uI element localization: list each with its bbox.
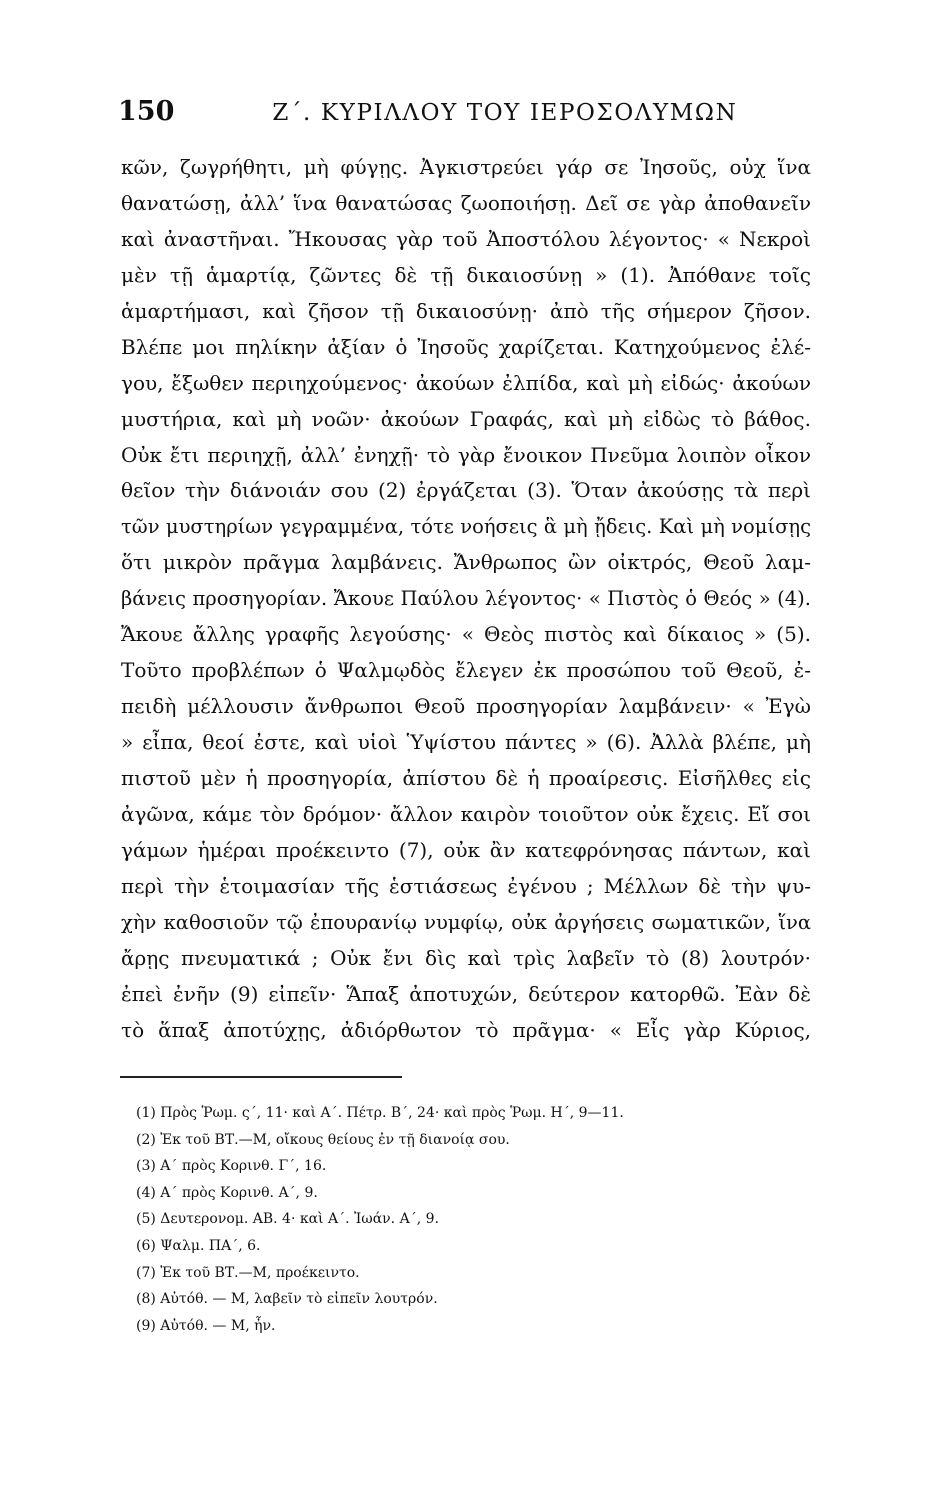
body-line: μὲν τῇ ἁμαρτίᾳ, ζῶντες δὲ τῇ δικαιοσύνῃ » (1). Ἀπόθανε τοῖς (121, 262, 811, 287)
body-line: κῶν, ζωγρήθητι, μὴ φύγῃς. Ἀγκιστρεύει γάρ σε Ἰησοῦς, οὐχ ἵνα (121, 155, 811, 179)
footnote: (3) Α΄ πρὸς Κορινθ. Γ΄, 16. (136, 1158, 327, 1175)
footnote-divider (120, 1076, 402, 1078)
page-number: 150 (118, 96, 175, 127)
footnote: (9) Αὐτόθ. — Μ, ἦν. (136, 1317, 276, 1334)
body-line: Τοῦτο προβλέπων ὁ Ψαλμῳδὸς ἔλεγεν ἐκ προσώπου τοῦ Θεοῦ, ἐ- (121, 658, 811, 683)
body-line: τῶν μυστηρίων γεγραμμένα, τότε νοήσεις ἃ μὴ ᾔδεις. Καὶ μὴ νομίσῃς (121, 515, 811, 539)
body-line: γου, ἔξωθεν περιηχούμενος· ἀκούων ἐλπίδα, καὶ μὴ εἰδώς· ἀκούων (121, 370, 811, 395)
body-line: μυστήρια, καὶ μὴ νοῶν· ἀκούων Γραφάς, καὶ μὴ εἰδὼς τὸ βάθος. (121, 406, 811, 431)
body-text (121, 150, 811, 1048)
body-line: καὶ ἀναστῆναι. Ἤκουσας γὰρ τοῦ Ἀποστόλου λέγοντος· « Νεκροὶ (121, 226, 811, 251)
body-line: γάμων ἡμέραι προέκειντο (7), οὐκ ἂν κατεφρόνησας πάντων, καὶ (121, 837, 811, 862)
body-line: τὸ ἅπαξ ἀποτύχῃς, ἀδιόρθωτον τὸ πρᾶγμα· « Εἷς γὰρ Κύριος, (121, 1017, 811, 1042)
body-line: Βλέπε μοι πηλίκην ἀξίαν ὁ Ἰησοῦς χαρίζεται. Κατηχούμενος ἐλέ- (121, 334, 811, 359)
footnote: (6) Ψαλμ. ΠΑ΄, 6. (136, 1237, 261, 1254)
body-line: πειδὴ μέλλουσιν ἄνθρωποι Θεοῦ προσηγορίαν λαμβάνειν· « Ἐγὼ (121, 694, 811, 719)
body-line: πιστοῦ μὲν ἡ προσηγορία, ἀπίστου δὲ ἡ προαίρεσις. Εἰσῆλθες εἰς (121, 765, 811, 790)
body-line: θανατώσῃ, ἀλλ’ ἵνα θανατώσας ζωοποιήσῃ. Δεῖ σε γὰρ ἀποθανεῖν (121, 190, 811, 215)
running-title: Ζ΄. ΚΥΡΙΛΛΟΥ ΤΟΥ ΙΕΡΟΣΟΛΥΜΩΝ (272, 100, 738, 126)
body-line: ἐπεὶ ἐνῆν (9) εἰπεῖν· Ἅπαξ ἀποτυχών, δεύτερον κατορθῶ. Ἐὰν δὲ (121, 981, 811, 1006)
body-line: ἀγῶνα, κάμε τὸν δρόμον· ἄλλον καιρὸν τοιοῦτον οὐκ ἔχεις. Εἴ σοι (121, 801, 811, 826)
body-line: ἄρῃς πνευματικά ; Οὐκ ἔνι δὶς καὶ τρὶς λαβεῖν τὸ (8) λουτρόν· (121, 945, 811, 970)
body-line: Ἄκουε ἄλλης γραφῆς λεγούσης· « Θεὸς πιστὸς καὶ δίκαιος » (5). (121, 622, 811, 647)
body-line: Οὐκ ἔτι περιηχῇ, ἀλλ’ ἐνηχῇ· τὸ γὰρ ἔνοικον Πνεῦμα λοιπὸν οἶκον (121, 442, 811, 467)
footnote: (4) Α΄ πρὸς Κορινθ. Α΄, 9. (136, 1184, 318, 1201)
footnote: (2) Ἐκ τοῦ ΒΤ.—Μ, οἴκους θείους ἐν τῇ διανοίᾳ σου. (136, 1131, 510, 1148)
body-line: βάνεις προσηγορίαν. Ἄκουε Παύλου λέγοντος· « Πιστὸς ὁ Θεός » (4). (121, 587, 811, 611)
footnote: (7) Ἐκ τοῦ ΒΤ.—Μ, προέκειντο. (136, 1264, 360, 1281)
body-line: ὅτι μικρὸν πρᾶγμα λαμβάνεις. Ἄνθρωπος ὢν οἰκτρός, Θεοῦ λαμ- (121, 550, 811, 575)
body-line: θεῖον τὴν διάνοιάν σου (2) ἐργάζεται (3). Ὅταν ἀκούσῃς τὰ περὶ (121, 478, 811, 503)
body-line: » εἶπα, θεοί ἐστε, καὶ υἱοὶ Ὑψίστου πάντες » (6). Ἀλλὰ βλέπε, μὴ (121, 730, 811, 754)
footnote: (5) Δευτερονομ. ΑΒ. 4· καὶ Α΄. Ἰωάν. Α΄, 9. (136, 1211, 439, 1228)
footnote: (8) Αὐτόθ. — Μ, λαβεῖν τὸ εἰπεῖν λουτρόν. (136, 1291, 438, 1308)
footnotes (136, 1100, 816, 1339)
body-line: ἁμαρτήμασι, καὶ ζῆσον τῇ δικαιοσύνῃ· ἀπὸ τῆς σήμερον ζῆσον. (121, 298, 811, 323)
body-line: χὴν καθοσιοῦν τῷ ἐπουρανίῳ νυμφίῳ, οὐκ ἀργήσεις σωματικῶν, ἵνα (121, 910, 811, 934)
footnote: (1) Πρὸς Ῥωμ. ς΄, 11· καὶ Α΄. Πέτρ. Β΄, 24· καὶ πρὸς Ῥωμ. Η΄, 9—11. (136, 1105, 624, 1121)
page-header (118, 96, 818, 136)
body-line: περὶ τὴν ἑτοιμασίαν τῆς ἑστιάσεως ἐγένου ; Μέλλων δὲ τὴν ψυ- (121, 873, 811, 898)
